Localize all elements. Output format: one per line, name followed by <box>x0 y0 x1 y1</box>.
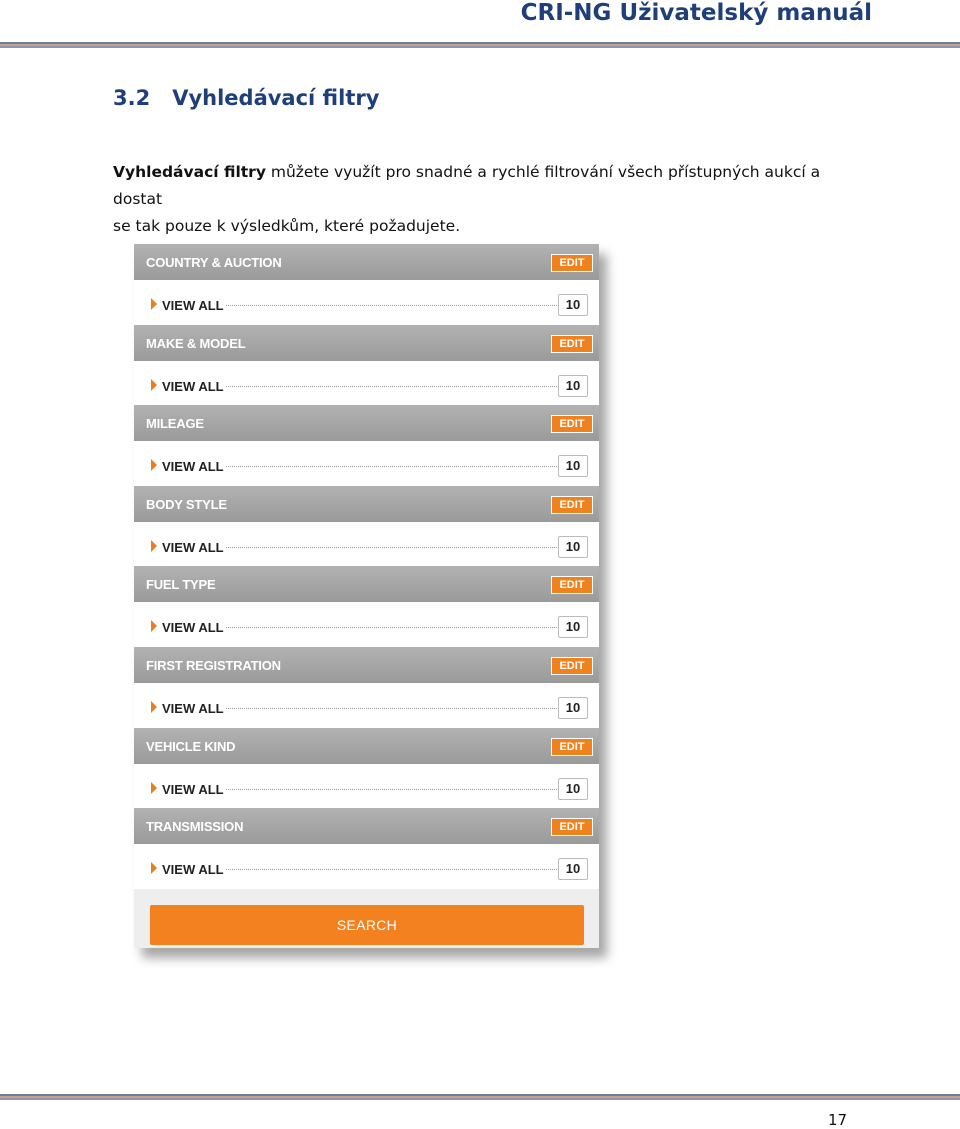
edit-button[interactable]: EDIT <box>551 496 593 514</box>
filter-title: MAKE & MODEL <box>146 335 246 351</box>
caret-right-icon <box>151 701 157 713</box>
filter-title: TRANSMISSION <box>146 819 244 835</box>
view-all-link[interactable]: VIEW ALL <box>162 539 224 555</box>
caret-right-icon <box>151 379 157 391</box>
filter-title: VEHICLE KIND <box>146 738 236 754</box>
count-badge: 10 <box>558 858 588 880</box>
edit-button[interactable]: EDIT <box>551 818 593 836</box>
view-all-link[interactable]: VIEW ALL <box>162 862 224 878</box>
caret-right-icon <box>151 298 157 310</box>
intro-bold: Vyhledávací filtry <box>113 163 266 181</box>
view-all-link[interactable]: VIEW ALL <box>162 620 224 636</box>
filter-group <box>134 244 599 325</box>
edit-button[interactable]: EDIT <box>551 657 593 675</box>
filter-header <box>134 325 599 361</box>
caret-right-icon <box>151 862 157 874</box>
filter-group <box>134 647 599 728</box>
count-badge: 10 <box>558 455 588 477</box>
view-all-row[interactable] <box>134 683 599 728</box>
dotted-leader <box>226 869 557 870</box>
view-all-row[interactable] <box>134 280 599 325</box>
count-badge: 10 <box>558 294 588 316</box>
count-badge: 10 <box>558 616 588 638</box>
footer-rule <box>0 1094 960 1100</box>
dotted-leader <box>226 627 557 628</box>
view-all-link[interactable]: VIEW ALL <box>162 298 224 313</box>
dotted-leader <box>226 547 557 548</box>
filter-header <box>134 405 599 441</box>
dotted-leader <box>226 466 557 467</box>
filter-header <box>134 486 599 522</box>
view-all-row[interactable] <box>134 844 599 889</box>
search-filters-panel <box>134 244 599 948</box>
dotted-leader <box>226 305 557 306</box>
edit-button[interactable]: EDIT <box>551 576 593 594</box>
filter-header <box>134 808 599 844</box>
filter-group <box>134 486 599 567</box>
search-area <box>134 889 599 948</box>
intro-text-line2: se tak pouze k výsledkům, které požadujete. <box>113 217 461 235</box>
edit-button[interactable]: EDIT <box>551 335 593 353</box>
count-badge: 10 <box>558 536 588 558</box>
dotted-leader <box>226 789 557 790</box>
edit-button[interactable]: EDIT <box>551 738 593 756</box>
dotted-leader <box>226 386 557 387</box>
filter-group <box>134 325 599 406</box>
count-badge: 10 <box>558 375 588 397</box>
view-all-link[interactable]: VIEW ALL <box>162 700 224 716</box>
filter-title: COUNTRY & AUCTION <box>146 255 282 270</box>
caret-right-icon <box>151 540 157 552</box>
view-all-row[interactable] <box>134 602 599 647</box>
view-all-row[interactable] <box>134 441 599 486</box>
caret-right-icon <box>151 782 157 794</box>
header-rule <box>0 42 960 48</box>
view-all-link[interactable]: VIEW ALL <box>162 781 224 797</box>
search-button[interactable]: SEARCH <box>150 905 584 945</box>
page-number: 17 <box>828 1111 848 1129</box>
filter-title: BODY STYLE <box>146 496 227 512</box>
filter-header <box>134 647 599 683</box>
document-header-title: CRI-NG Uživatelský manuál <box>520 0 872 26</box>
view-all-row[interactable] <box>134 522 599 567</box>
caret-right-icon <box>151 459 157 471</box>
filter-group <box>134 566 599 647</box>
edit-button[interactable]: EDIT <box>551 254 593 272</box>
filter-title: FUEL TYPE <box>146 577 216 593</box>
section-number: 3.2 <box>113 86 151 110</box>
edit-button[interactable]: EDIT <box>551 415 593 433</box>
view-all-link[interactable]: VIEW ALL <box>162 459 224 475</box>
filter-header <box>134 566 599 602</box>
section-heading <box>113 86 379 110</box>
view-all-row[interactable] <box>134 361 599 406</box>
filter-title: MILEAGE <box>146 416 204 432</box>
dotted-leader <box>226 708 557 709</box>
count-badge: 10 <box>558 778 588 800</box>
intro-paragraph <box>113 159 873 240</box>
filter-header <box>134 728 599 764</box>
caret-right-icon <box>151 620 157 632</box>
section-title: Vyhledávací filtry <box>172 86 380 110</box>
filter-title: FIRST REGISTRATION <box>146 657 281 673</box>
filter-group <box>134 728 599 809</box>
intro-text-line1: můžete využít pro snadné a rychlé filtrování všech přístupných aukcí a dostat <box>113 163 821 208</box>
filter-header <box>134 244 599 280</box>
view-all-row[interactable] <box>134 764 599 809</box>
filter-list <box>134 244 599 889</box>
view-all-link[interactable]: VIEW ALL <box>162 378 224 394</box>
count-badge: 10 <box>558 697 588 719</box>
filter-group <box>134 808 599 889</box>
filter-group <box>134 405 599 486</box>
